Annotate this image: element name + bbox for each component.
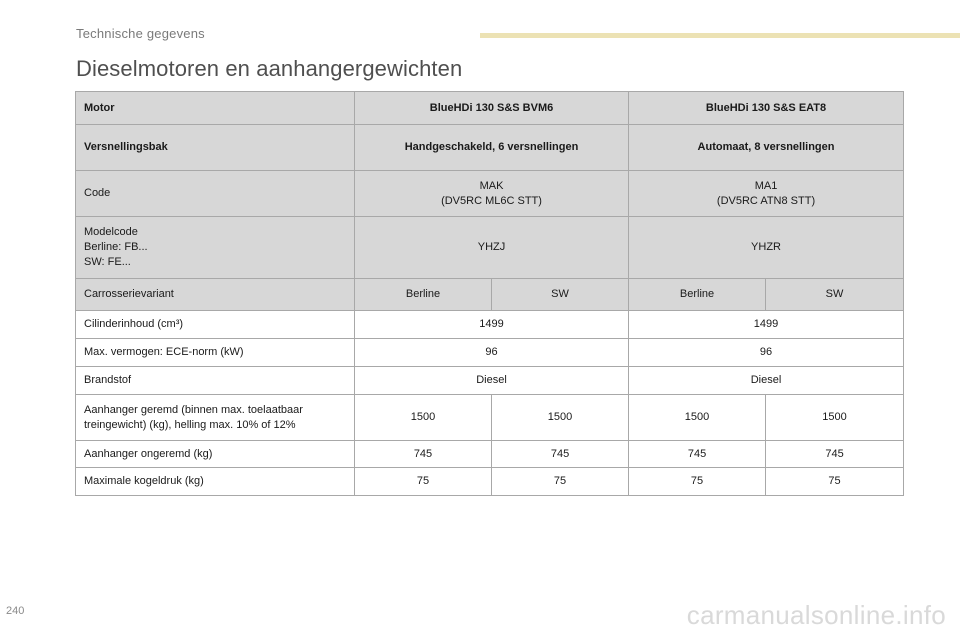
page-number: 240	[6, 605, 25, 617]
model-code-label-line3: SW: FE...	[84, 256, 131, 268]
row-label-displacement: Cilinderinhoud (cm³)	[76, 311, 355, 339]
braked-trailer-label-line1: Aanhanger geremd (binnen max. toelaatbaar	[84, 403, 303, 416]
section-label: Technische gegevens	[76, 26, 205, 41]
code-col2-line1: MA1	[754, 179, 778, 192]
table-row-displacement	[76, 311, 904, 339]
model-code-col2: YHZR	[629, 217, 904, 279]
table-row-model-code	[76, 217, 904, 279]
engine-spec-table	[75, 91, 904, 496]
power-col2: 96	[629, 339, 904, 367]
body-variant-4: SW	[766, 279, 904, 311]
power-col1: 96	[355, 339, 629, 367]
watermark-text: carmanualsonline.info	[686, 600, 946, 630]
gearbox-col2: Automaat, 8 versnellingen	[629, 125, 904, 171]
table-row-nose-weight	[76, 468, 904, 496]
nose-weight-3: 75	[629, 468, 766, 496]
row-label-fuel: Brandstof	[76, 367, 355, 395]
body-variant-1: Berline	[355, 279, 492, 311]
table-row-engine	[76, 92, 904, 125]
row-label-engine: Motor	[76, 92, 355, 125]
row-label-braked-trailer	[76, 395, 355, 441]
unbraked-trailer-2: 745	[492, 441, 629, 468]
fuel-col1: Diesel	[355, 367, 629, 395]
code-col2-line2: (DV5RC ATN8 STT)	[716, 194, 816, 207]
nose-weight-2: 75	[492, 468, 629, 496]
code-col1-line1: MAK	[479, 179, 504, 192]
table-row-fuel	[76, 367, 904, 395]
table-row-braked-trailer	[76, 395, 904, 441]
row-label-model-code	[76, 217, 355, 279]
code-col2	[629, 171, 904, 217]
model-code-label-line2: Berline: FB...	[84, 241, 148, 253]
row-label-code: Code	[76, 171, 355, 217]
unbraked-trailer-4: 745	[766, 441, 904, 468]
unbraked-trailer-1: 745	[355, 441, 492, 468]
gearbox-col1: Handgeschakeld, 6 versnellingen	[355, 125, 629, 171]
table-row-body-variant	[76, 279, 904, 311]
braked-trailer-label-line2: treingewicht) (kg), helling max. 10% of 12%	[84, 418, 296, 431]
header-accent-bar	[480, 33, 960, 38]
nose-weight-4: 75	[766, 468, 904, 496]
engine-col1: BlueHDi 130 S&S BVM6	[355, 92, 629, 125]
row-label-unbraked-trailer: Aanhanger ongeremd (kg)	[76, 441, 355, 468]
code-col1-line2: (DV5RC ML6C STT)	[441, 194, 542, 207]
code-col1	[355, 171, 629, 217]
row-label-nose-weight: Maximale kogeldruk (kg)	[76, 468, 355, 496]
page-title: Dieselmotoren en aanhangergewichten	[76, 56, 463, 81]
braked-trailer-4: 1500	[766, 395, 904, 441]
row-label-body-variant: Carrosserievariant	[76, 279, 355, 311]
braked-trailer-1: 1500	[355, 395, 492, 441]
unbraked-trailer-3: 745	[629, 441, 766, 468]
table-row-power	[76, 339, 904, 367]
model-code-label-line1: Modelcode	[84, 226, 138, 238]
table-row-unbraked-trailer	[76, 441, 904, 468]
model-code-col1: YHZJ	[355, 217, 629, 279]
engine-col2: BlueHDi 130 S&S EAT8	[629, 92, 904, 125]
braked-trailer-2: 1500	[492, 395, 629, 441]
row-label-gearbox: Versnellingsbak	[76, 125, 355, 171]
table-row-code	[76, 171, 904, 217]
body-variant-2: SW	[492, 279, 629, 311]
braked-trailer-3: 1500	[629, 395, 766, 441]
body-variant-3: Berline	[629, 279, 766, 311]
row-label-power: Max. vermogen: ECE-norm (kW)	[76, 339, 355, 367]
displacement-col2: 1499	[629, 311, 904, 339]
fuel-col2: Diesel	[629, 367, 904, 395]
nose-weight-1: 75	[355, 468, 492, 496]
displacement-col1: 1499	[355, 311, 629, 339]
table-row-gearbox	[76, 125, 904, 171]
